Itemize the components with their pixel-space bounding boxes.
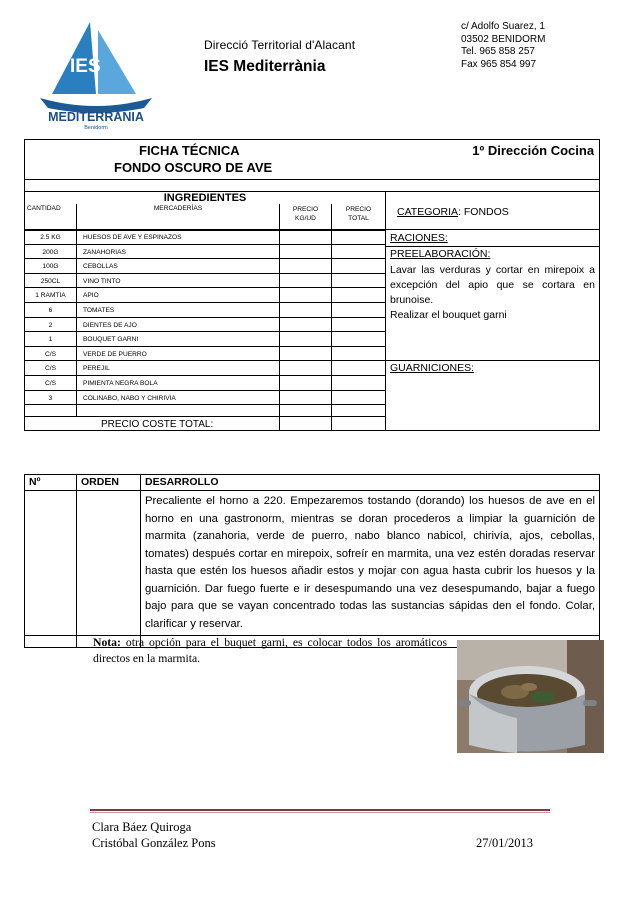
ingredient-price-total	[332, 273, 386, 288]
footer-authors	[92, 819, 216, 851]
ingredient-name: VINO TINTO	[77, 273, 280, 288]
ingredient-price-kg	[280, 346, 332, 361]
ingredient-qty: 100G	[25, 259, 77, 274]
note	[93, 635, 447, 667]
logo-city-text: Benidorm	[84, 125, 108, 130]
logo-sail-right	[98, 30, 136, 94]
guarniciones-label: GUARNICIONES:	[390, 362, 475, 375]
total-label: PRECIO COSTE TOTAL:	[25, 417, 280, 431]
ingredient-price-kg	[280, 244, 332, 259]
address-line: Tel. 965 858 257	[461, 46, 535, 57]
header-center	[204, 38, 404, 76]
ingredient-price-total	[332, 317, 386, 332]
categoria-label: CATEGORIA	[397, 206, 459, 218]
ingredient-qty: 1	[25, 332, 77, 347]
empty-cell	[280, 405, 332, 417]
ingredient-qty: 3	[25, 390, 77, 405]
ingredient-row	[25, 361, 600, 376]
ingredient-name: APIO	[77, 288, 280, 303]
ingredient-price-total	[332, 244, 386, 259]
ingredient-name: VERDE DE PUERRO	[77, 346, 280, 361]
header-cantidad: CANTIDAD	[25, 204, 77, 230]
empty-cell	[77, 405, 280, 417]
ingredients-title: INGREDIENTES	[25, 192, 386, 205]
ingredient-price-total	[332, 288, 386, 303]
empty-cell	[332, 405, 386, 417]
ingredient-price-total	[332, 332, 386, 347]
logo-name-text: MEDITERRÀNIA	[48, 110, 144, 124]
ingredient-qty: 2	[25, 317, 77, 332]
ingredient-row	[25, 230, 600, 245]
footer-date: 27/01/2013	[476, 836, 533, 850]
ingredient-name: COLINABO, NABO Y CHIRIVIA	[77, 390, 280, 405]
preelab-label: PREELABORACIÓN:	[390, 248, 491, 261]
ingredient-price-total	[332, 346, 386, 361]
step-row	[25, 491, 600, 636]
school-logo	[34, 18, 158, 130]
ingredient-name: DIENTES DE AJO	[77, 317, 280, 332]
address-line: 03502 BENIDORM	[461, 33, 546, 45]
ingredient-name: ZANAHORIAS	[77, 244, 280, 259]
raciones-label: RACIONES:	[390, 232, 448, 244]
address-line: c/ Adolfo Suarez, 1	[461, 21, 545, 32]
ingredient-name: PEREJIL	[77, 361, 280, 376]
logo-ies-text: IES	[70, 56, 101, 77]
header-num: Nº	[25, 475, 77, 491]
ficha-title: FICHA TÉCNICA	[139, 143, 240, 158]
ingredient-price-kg	[280, 288, 332, 303]
ingredient-price-total	[332, 390, 386, 405]
header-desarrollo: DESARROLLO	[141, 475, 600, 491]
ingredient-qty: 200G	[25, 244, 77, 259]
header-precio-kg: PRECIO KG/UD	[280, 204, 332, 230]
empty-cell	[25, 405, 77, 417]
ingredient-qty: 2.5 KG	[25, 230, 77, 245]
author-1: Clara Báez Quiroga	[92, 820, 192, 834]
header-precio-total: PRECIO TOTAL	[332, 204, 386, 230]
ingredient-name: TOMATES	[77, 302, 280, 317]
header-subtitle: Direcció Territorial d'Alacant	[204, 38, 356, 52]
header-orden: ORDEN	[77, 475, 141, 491]
preelab-block	[386, 246, 599, 323]
ingredient-price-kg	[280, 332, 332, 347]
pot-photo	[457, 640, 604, 753]
ingredient-price-kg	[280, 259, 332, 274]
author-2: Cristóbal González Pons	[92, 836, 216, 850]
ingredient-price-kg	[280, 317, 332, 332]
ingredient-price-total	[332, 361, 386, 376]
ingredient-price-kg	[280, 273, 332, 288]
ingredient-price-kg	[280, 390, 332, 405]
footer-rule-thin	[90, 812, 550, 813]
ficha-title-row	[25, 140, 600, 180]
ingredient-name: CEBOLLAS	[77, 259, 280, 274]
preelaboration-cell	[386, 230, 600, 361]
ingredient-price-kg	[280, 230, 332, 245]
steps-header-row	[25, 475, 600, 491]
spacer-row	[25, 180, 600, 192]
ingredient-qty: 6	[25, 302, 77, 317]
ingredient-qty: C/S	[25, 375, 77, 390]
ingredient-price-total	[332, 230, 386, 245]
ingredient-name: PIMIENTA NEGRA BOLA	[77, 375, 280, 390]
ingredient-qty: C/S	[25, 346, 77, 361]
ingredient-price-kg	[280, 375, 332, 390]
footer-rule	[90, 809, 550, 811]
ingredient-price-kg	[280, 361, 332, 376]
ingredient-qty: 250CL	[25, 273, 77, 288]
ingredient-qty: 1 RAMTIA	[25, 288, 77, 303]
preelab-text-2: Realizar el bouquet garni	[390, 309, 507, 322]
ingredient-name: BOUQUET GARNI	[77, 332, 280, 347]
categoria-value: : FONDOS	[458, 206, 509, 218]
ingredient-price-total	[332, 375, 386, 390]
total-price	[332, 417, 386, 431]
note-text: otra opción para el buquet garni, es colocar todos los aromáticos directos en la marmita.	[93, 636, 447, 665]
ingredients-title-row	[25, 192, 600, 205]
ingredient-qty: C/S	[25, 361, 77, 376]
ingredient-price-total	[332, 259, 386, 274]
steps-table	[24, 474, 600, 648]
header-address	[461, 21, 545, 71]
ingredient-name: HUESOS DE AVE Y ESPINAZOS	[77, 230, 280, 245]
ingredient-price-kg	[280, 302, 332, 317]
course-label: 1º Dirección Cocina	[472, 143, 595, 158]
recipe-name: FONDO OSCURO DE AVE	[114, 160, 273, 175]
header-title: IES Mediterrània	[204, 58, 326, 75]
step-description: Precaliente el horno a 220. Empezaremos tostando (dorando) los huesos de ave en el horno en una gastronorm, mientras se doran procederos a limpiar la guarnición de marmita (zanahoria, verde de puerro, nabo blanco nabicol, chirivía, ajos, cebollas, tomates) después cortar en mirepoix, sofreír en marmita, una vez estén doradas reservar hasta que estén los huesos añadir estos y mojar con agua hasta cubrir los huesos y la guarnición. Dar fuego fuerte e ir desespumando una vez desespumando, bajar a fuego bajo para que se vayan concentrado todas las sustancias sápidas den el fondo. Colar, clarificar y reservar.	[141, 491, 600, 636]
categoria	[397, 206, 597, 218]
total-price-kg	[280, 417, 332, 431]
header-mercaderias: MERCADERÍAS	[77, 204, 280, 230]
note-label: Nota:	[93, 636, 121, 649]
ingredient-rows-table	[24, 229, 600, 431]
preelab-text: Lavar las verduras y cortar en mirepoix a excepción del apio que se cortara en brunoise.	[390, 263, 595, 307]
ingredient-price-total	[332, 302, 386, 317]
guarniciones-cell	[386, 361, 600, 431]
address-line: Fax 965 854 997	[461, 58, 537, 70]
